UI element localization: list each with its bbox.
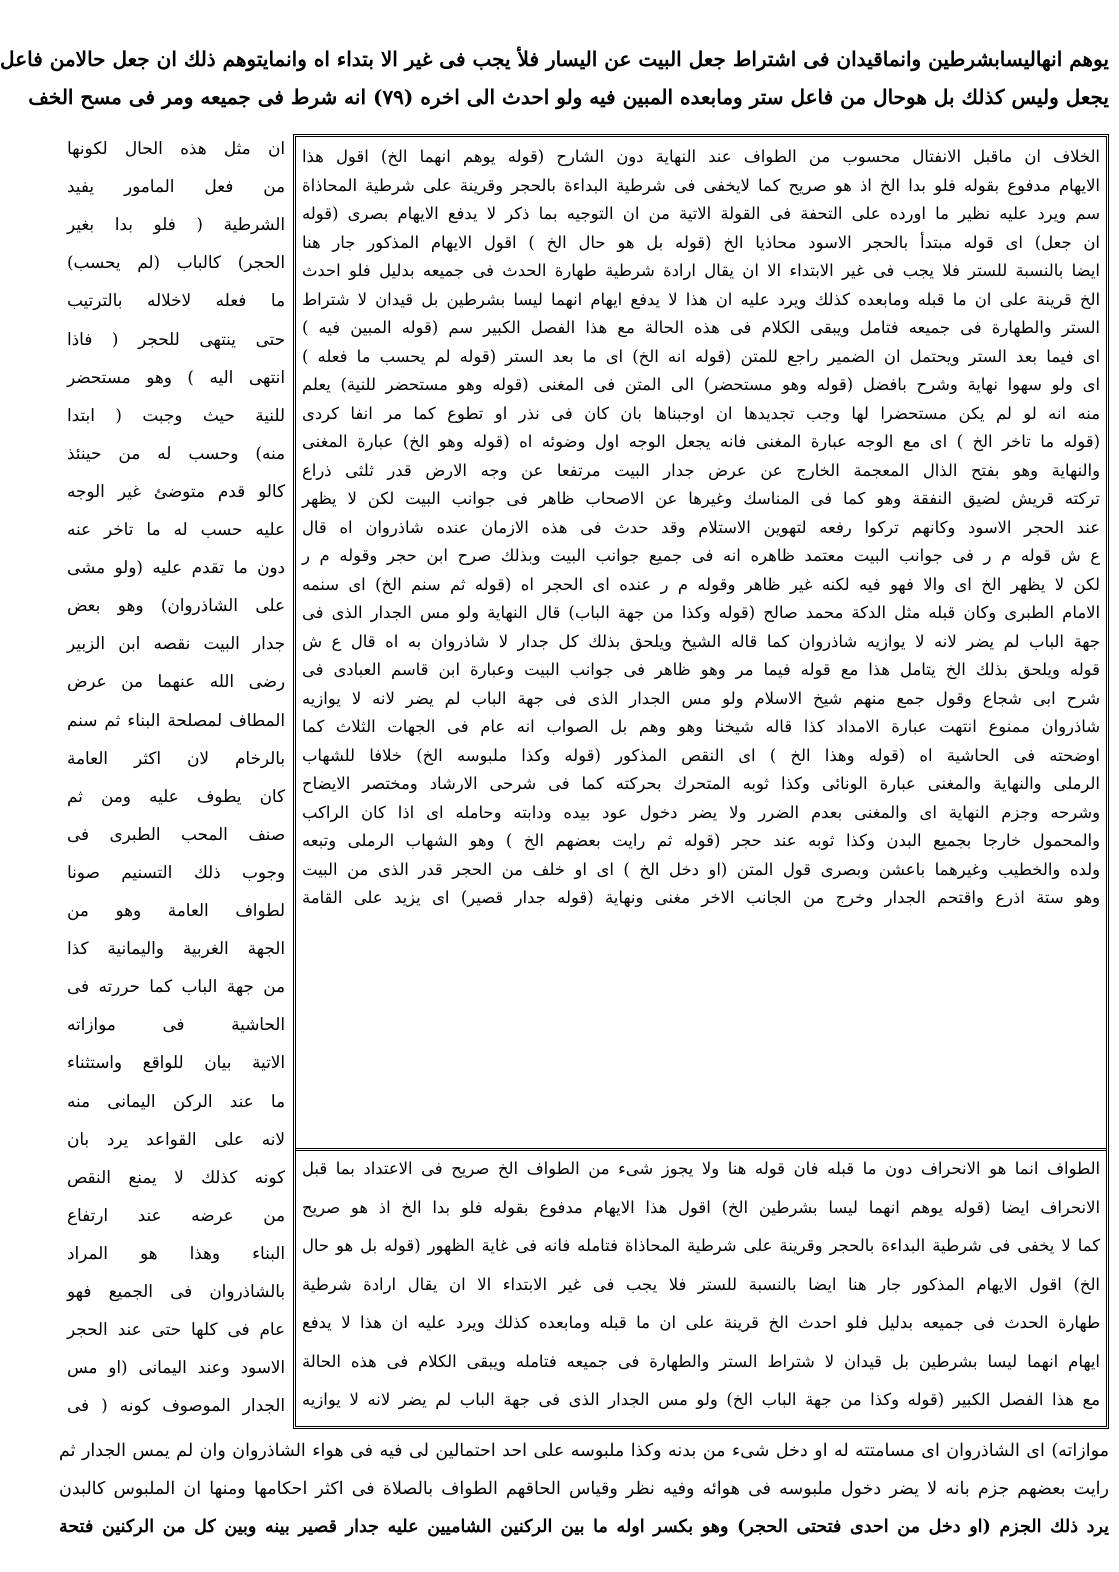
- text-line: الاسود وعند اليمانى (او مس: [67, 1357, 285, 1378]
- text-line: الحاشية فى موازاته: [67, 1014, 285, 1035]
- text-line: الشرطية ( فلو بدا بغير: [67, 214, 285, 235]
- text-line: حتى ينتهى للحجر ( فاذا: [67, 328, 285, 349]
- text-line: ما عند الركن اليمانى منه: [67, 1090, 285, 1111]
- text-line: شرح ابى شجاع وقول جمع منهم شيخ الاسلام ولو مس الجدار الذى فى جهة الباب لم يضر لانه لا يوازيه: [302, 688, 1100, 708]
- text-line: تركته قريش لضيق النفقة وهو كما فى المناسك وغيرها عن الاصحاب ظاهر فى جوانب البيت لكن لا يظهر: [302, 489, 1100, 508]
- text-line: الاتية بيان للواقع واستثناء: [67, 1052, 285, 1073]
- text-line: الايهام مدفوع بقوله فلو بدا الخ اذ هو صريح كما لايخفى فى شرطية البداءة بالحجر وقرينة على شرطية المحاذاة: [302, 175, 1100, 195]
- text-line: مع هذا الفصل الكبير (قوله وكذا من جهة الباب الخ) ولو مس الجدار الذى فى جهة الباب لم يضر لانه لا يوازيه: [302, 1390, 1100, 1409]
- text-line: طهارة الحدث فى جميعه بدليل فلو احدث الخ قرينة على ان ما قبله ومابعده كذلك ويرد عليه ان هذا لا يدفع: [302, 1313, 1100, 1332]
- text-line: جدار البيت نقصه ابن الزبير: [67, 633, 285, 654]
- text-line: موازاته) اى الشاذروان اى مسامتته له او دخل شىء من بدنه وكذا ملبوسه على احد احتمالين لى فيه فى هواء الشاذروان وان لم يمس الجدار ثم: [59, 1441, 1109, 1461]
- text-line: صنف المحب الطبرى فى: [67, 823, 285, 844]
- text-line: لطواف العامة وهو من: [67, 900, 285, 920]
- text-line: شاذروان ممنوع انتهت عبارة الامداد كذا قاله شيخنا وهو وهم بل الصواب انه عام فى الجهات الثلاث كما: [302, 717, 1100, 736]
- text-line: انتهى اليه ) وهو مستحضر: [67, 366, 285, 387]
- side-matn-column: [67, 134, 285, 1429]
- text-line: الطواف انما هو الانحراف دون ما قبله فان قوله هنا ولا يجوز شىء من الطواف الخ صريح فى الاعتداد بما قبل: [302, 1159, 1100, 1178]
- text-line: والنهاية وهو بفتح الذال المعجمة الخارج عن عرض جدار البيت مرتفعا عن وجه الارض قدر ثلثى ذراع: [302, 460, 1100, 480]
- text-line: كونه كذلك لا يمنع النقص: [67, 1166, 285, 1187]
- text-line: يجعل وليس كذلك بل هوحال من فاعل ستر ومابعده المبين فيه ولو احدث الى اخره (٧٩) انه شرط فى جميعه ومر فى مسح الخف: [28, 85, 1109, 109]
- text-line: الانحراف ايضا (قوله يوهم انهما ليسا بشرطين الخ) اقول هذا الايهام مدفوع بقوله فلو بدا الخ اذ هو صريح: [302, 1197, 1100, 1217]
- text-line: الجدار الموصوف كونه ( فى: [67, 1395, 285, 1416]
- text-line: ما فعله لاخلاله بالترتيب: [67, 290, 285, 311]
- text-line: عند الحجر الاسود وكانهم تركوا رفعه لتهوين الاستلام وقد حدث فى هذه الازمان عنده شاذروان اه قال: [302, 517, 1100, 537]
- text-line: بالرخام لان اكثر العامة: [67, 747, 285, 768]
- text-line: كما لا يخفى فى شرطية البداءة بالحجر وقرينة على شرطية المحاذاة فتامله فانه فى غاية الظهور (قوله بل هو حال: [302, 1236, 1100, 1255]
- upper-commentary: [302, 143, 1100, 1148]
- text-line: كالو قدم متوضئ غير الوجه: [67, 480, 285, 501]
- text-line: سم ويرد عليه نظير ما اورده على التحفة فى القولة الاتية من ان التوجيه بما ذكر لا يدفع الايهام بصرى (قوله: [302, 204, 1100, 223]
- text-line: الستر والطهارة فى جميعه فتامل ويبقى الكلام فى هذه الحالة مع هذا الفصل الكبير سم (قوله المبين فيه ): [302, 318, 1100, 337]
- text-line: يوهم انهاليسابشرطين وانماقيدان فى اشتراط جعل البيت عن اليسار فلأ يجب فى غير الا بتداء اه وانمايتوهم ذلك ان جعل حالامن فاعل: [0, 47, 1109, 71]
- text-line: منه) وحسب له من حينئذ: [67, 442, 285, 463]
- text-line: بالشاذروان فى الجميع فهو: [67, 1281, 285, 1301]
- text-line: يرد ذلك الجزم (او دخل من احدى فتحتى الحجر) وهو بكسر اوله ما بين الركنين الشاميين عليه جدار قصير بينه وبين كل من الركنين فتحة: [59, 1517, 1109, 1537]
- text-line: على الشاذروان) وهو بعض: [67, 595, 285, 616]
- text-line: الحجر) كالباب (لم يحسب): [67, 252, 285, 273]
- text-line: الخ) اقول الايهام المذكور جار هنا ايضا بالنسبة للستر فلا يجب فى غير الابتداء الا ان يقال ارادة شرطية: [302, 1274, 1100, 1294]
- text-line: وشرحه وجزم النهاية اى والمغنى بعدم الضرر ولا يضر دخول عود بيده ودابته وحامله اى اذا كان الراكب: [302, 802, 1100, 822]
- text-line: دون ما تقدم عليه (ولو مشى: [67, 557, 285, 578]
- text-line: كان يطوف عليه ومن ثم: [67, 785, 285, 806]
- hashiyah-box: [293, 134, 1109, 1429]
- text-line: عليه حسب له ما تاخر عنه: [67, 519, 285, 539]
- box-divider: [296, 1148, 1106, 1151]
- text-line: منه انه لو لم يكن مستحضرا لها وجب تجديدها ان اوجبناها بان كان فى نذر او تطوع كما مر انفا كردى: [302, 403, 1100, 423]
- text-line: من عرضه عند ارتفاع: [67, 1204, 285, 1225]
- text-line: جهة الباب لم يضر لانه لا يوازيه شاذروان كما قاله الشيخ ويلحق بذلك كل جدار لا شاذروان به اه قال ع ش: [302, 631, 1100, 651]
- text-line: رضى الله عنهما من عرض: [67, 671, 285, 692]
- top-matn-text: [0, 40, 1109, 120]
- text-line: المطاف لمصلحة البناء ثم سنم: [67, 709, 285, 730]
- lower-commentary: [302, 1155, 1100, 1425]
- text-line: ايهام انهما ليسا بشرطين بل قيدان لا شتراط الستر والطهارة فى جميعه فتامله ويبقى الكلام فى هذه الحالة: [302, 1351, 1100, 1371]
- text-line: من فعل المامور يفيد: [67, 176, 285, 197]
- text-line: ان مثل هذه الحال لكونها: [67, 138, 285, 158]
- text-line: الخ قرينة على ان ما قبله ومابعده كذلك ويرد عليه ان هذا لا يدفع ايهام انهما ليسا بشرطين بل قيدان لا شتراط: [302, 289, 1100, 309]
- text-line: اوضحته فى الحاشية اه (قوله وهذا الخ ) اى النقص المذكور (قوله وكذا ملبوسه الخ) خلافا للشهاب: [302, 745, 1100, 765]
- text-line: ولده والخطيب وغيرهما باعشن وبصرى قول المتن (او دخل الخ ) اى او خلف من الحجر قدر الذى من البيت: [302, 859, 1100, 879]
- text-line: البناء وهذا هو المراد: [67, 1242, 285, 1263]
- text-line: قوله ويلحق بذلك الخ يتامل هذا مع قوله فيما مر وهو ظاهر فى جوانب البيت وعبارة ابن قاسم العبادى فى: [302, 660, 1100, 679]
- text-line: والمحمول خارجا بجميع البدن وكذا ثوبه عند حجر (قوله ثم رايت بعضهم الخ ) وهو الشهاب الرملى وتبعه: [302, 831, 1100, 850]
- text-line: اى ولو سهوا نهاية وشرح بافضل (قوله وهو مستحضر) الى المتن فى المغنى (قوله وهو مستحضر للنية) يعلم: [302, 375, 1100, 394]
- text-line: من جهة الباب كما حررته فى: [67, 976, 285, 997]
- text-line: ايضا بالنسبة للستر فلا يجب فى غير الابتداء الا ان يقال ارادة شرطية طهارة الحدث فى جميعه بدليل فلو احدث: [302, 261, 1100, 280]
- text-line: ان جعل) اى قوله مبتدأ بالحجر الاسود محاذيا الخ (قوله بل هو حال الخ ) اقول الايهام المذكور جار هنا: [302, 232, 1100, 252]
- text-line: (قوله ما تاخر الخ ) اى مع الوجه عبارة المغنى فانه يجعل الوجه اول وضوئه اه (قوله وهو الخ) عبارة المغنى: [302, 432, 1100, 451]
- text-line: عام فى كلها حتى عند الحجر: [67, 1319, 285, 1340]
- text-line: الجهة الغربية واليمانية كذا: [67, 938, 285, 959]
- text-line: وهو ستة اذرع واقتحم الجدار وخرج من الجانب الاخر مغنى ونهاية (قوله جدار قصير) اى يزيد على القامة: [302, 888, 1100, 907]
- text-line: الامام الطبرى وكان قبله مثل الدكة محمد صالح (قوله وكذا من جهة الباب) قال النهاية ولو مس الجدار الذى فى: [302, 603, 1100, 622]
- text-line: رايت بعضهم جزم بانه لا يضر دخول ملبوسه فى هوائه وفيه نظر وقياس الحاقهم الطواف بالصلاة فى اكثر احكامها ومنها ان الملبوس كالبدن: [59, 1479, 1109, 1499]
- bottom-matn-text: [59, 1436, 1109, 1556]
- text-line: لانه على القواعد يرد بان: [67, 1128, 285, 1149]
- text-line: للنية حيث وجبت ( ابتدا: [67, 404, 285, 425]
- text-line: وجوب ذلك التسنيم صونا: [67, 861, 285, 882]
- text-line: الخلاف ان ماقبل الانفتال محسوب من الطواف عند النهاية دون الشارح (قوله يوهم انهما الخ) اقول هذا: [302, 147, 1100, 166]
- text-line: الرملى والنهاية والمغنى عبارة الونائى وكذا ثوبه المتحرك بحركته كما فى شرحى الارشاد ومختصر الايضاح: [302, 774, 1100, 793]
- text-line: ع ش قوله م ر فى جوانب البيت معتمد ظاهره انه فى جميع جوانب البيت وبذلك صرح ابن حجر وقوله م ر: [302, 546, 1100, 565]
- text-line: لكن لا يظهر الخ اى والا فهو فيه لكنه غير ظاهر وقوله م ر عنده اى الحجر اه (قوله ثم سنم الخ) اى سنمه: [302, 574, 1100, 594]
- text-line: اى فيما بعد الستر ويحتمل ان الضمير راجع للمتن (قوله انه الخ) اى ما بعد الستر (قوله لم يحسب ما فعله ): [302, 346, 1100, 366]
